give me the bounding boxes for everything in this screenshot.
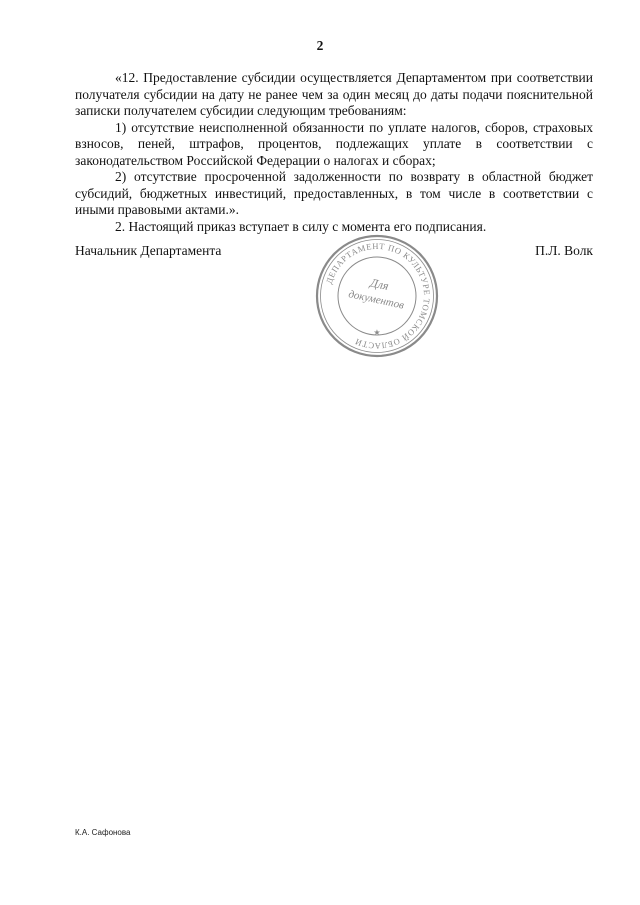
- order-text: [75, 70, 593, 235]
- stamp-center-line1: Для: [369, 275, 390, 294]
- paragraph-requirement-1: 1) отсутствие неисполненной обязанности по уплате налогов, сборов, страховых взносов, пеней, штрафов, процентов, подлежащих уплате в соответствии с законодательством Российской Федерации о налогах и сборах;: [75, 119, 593, 168]
- svg-text:★: ★: [373, 328, 381, 337]
- page-number: 2: [316, 38, 324, 53]
- paragraph-clause-12: «12. Предоставление субсидии осуществляется Департаментом при соответствии получателя субсидии на дату не ранее чем за один месяц до даты подачи пояснительной записки получателем субсидии следующим требованиям:: [75, 70, 593, 118]
- stamp-ring-text: ДЕПАРТАМЕНТ ПО КУЛЬТУРЕ ТОМСКОЙ ОБЛАСТИ: [323, 240, 433, 352]
- signatory-name: П.Л. Волк: [535, 243, 593, 258]
- stamp-center-line2: документов: [347, 288, 406, 312]
- paragraph-effective-date: 2. Настоящий приказ вступает в силу с момента его подписания.: [115, 218, 487, 234]
- paragraph-requirement-2: 2) отсутствие просроченной задолженности по возврату в областной бюджет субсидий, бюджетных инвестиций, предоставленных, в том числе в соответствии с иными правовыми актами.».: [75, 169, 593, 217]
- official-stamp: [313, 232, 441, 360]
- signatory-position: Начальник Департамента: [75, 243, 222, 258]
- stamp-seal-icon: [313, 232, 441, 360]
- executor-name: К.А. Сафонова: [75, 828, 131, 837]
